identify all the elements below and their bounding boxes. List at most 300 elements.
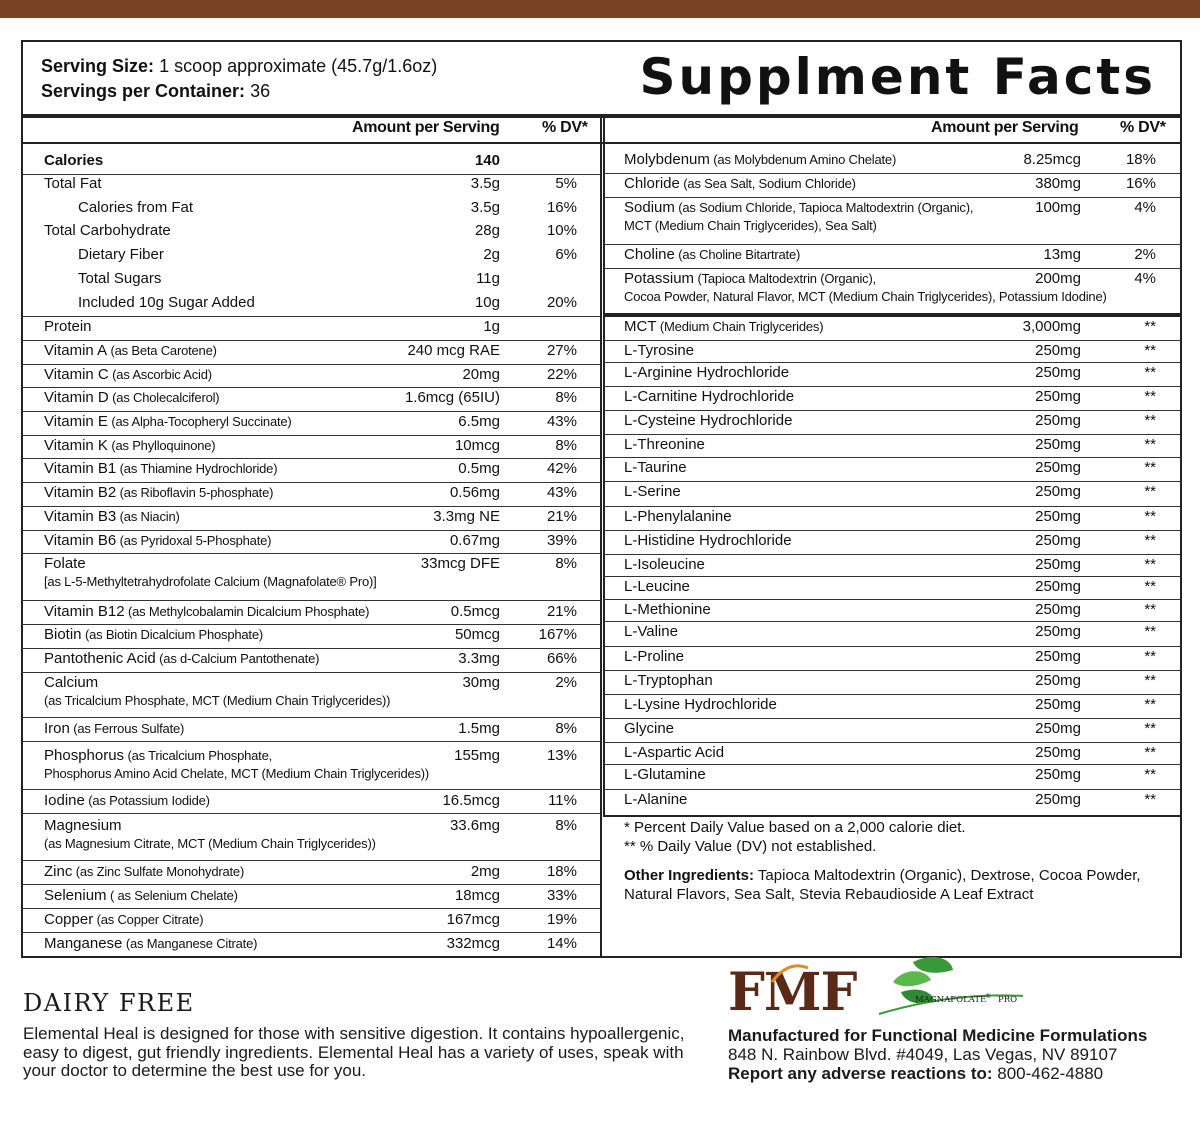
nutrient-dv: ** [1144,766,1156,783]
nutrient-dv: 66% [546,650,577,667]
nutrient-source: (as Manganese Citrate) [122,936,258,951]
nutrient-source: ( as Selenium Chelate) [106,888,238,903]
left-nutrient-row [44,270,577,292]
nutrient-source: (as Sea Salt, Sodium Chloride) [679,176,856,191]
nutrient-amount: 33.6mg [449,817,500,834]
nutrient-amount: 0.5mcg [450,603,500,620]
nutrient-name [624,720,674,737]
nutrient-dv: 16% [546,199,577,216]
nutrient-label: Choline [624,246,675,263]
footnote-dv: * Percent Daily Value based on a 2,000 calorie diet. [624,819,966,836]
nutrient-label: L-Isoleucine [624,556,705,573]
nutrient-name [44,508,180,525]
row-divider [22,672,600,673]
row-divider [22,624,600,625]
nutrient-dv: 8% [555,817,577,834]
nutrient-dv: 11% [548,792,577,809]
row-divider [604,340,1181,341]
manufacturer-block [728,1026,1147,1083]
nutrient-dv: ** [1144,364,1156,381]
nutrient-name [78,270,161,287]
nutrient-dv: ** [1144,342,1156,359]
left-nutrient-row [44,437,577,459]
nutrient-source: (as Ascorbic Acid) [108,367,212,382]
nutrient-name [624,696,777,713]
right-nutrient-row [624,601,1156,623]
nutrient-amount: 50mcg [454,626,500,643]
row-divider [604,764,1181,765]
right-nutrient-row [624,508,1156,530]
nutrient-name [624,601,711,618]
nutrient-label: Total Fat [44,175,102,192]
nutrient-amount: 10g [474,294,500,311]
nutrient-dv: 8% [555,555,577,572]
left-nutrient-row [44,222,577,244]
manufacturer-line [728,1026,1147,1045]
nutrient-label: L-Histidine Hydrochloride [624,532,792,549]
nutrient-label: Vitamin E [44,413,108,430]
nutrient-amount: 3.5g [470,175,500,192]
nutrient-source: (as Potassium Iodide) [84,793,210,808]
row-divider [22,364,600,365]
nutrient-label: L-Tryptophan [624,672,713,689]
nutrient-name [44,175,102,192]
nutrient-dv: 167% [538,626,577,643]
nutrient-amount: 0.56mg [449,484,500,501]
other-ingredients-label: Other Ingredients: [624,867,755,884]
nutrient-label: Selenium [44,887,107,904]
left-nutrient-row [44,792,577,814]
row-divider [22,174,600,175]
magnafolate-logo [873,952,1033,1022]
nutrient-name [44,532,271,549]
nutrient-label: Vitamin C [44,366,109,383]
nutrient-dv: 5% [555,175,577,192]
right-nutrient-row [624,459,1156,481]
nutrient-source: (as Niacin) [116,509,180,524]
nutrient-name [44,437,215,454]
row-divider [22,813,600,814]
nutrient-label: Dietary Fiber [78,246,164,263]
nutrient-name [44,366,212,383]
nutrient-dv: 33% [546,887,577,904]
nutrient-dv: ** [1144,459,1156,476]
row-divider [22,600,600,601]
fmf-logo-text: FMF [728,962,857,1023]
nutrient-name [44,650,319,667]
right-nutrient-row [624,623,1156,645]
row-divider [22,530,600,531]
nutrient-amount: 6.5mg [458,413,500,430]
nutrient-amount: 1g [483,318,500,335]
nutrient-label: Biotin [44,626,82,643]
nutrient-dv: 21% [546,603,577,620]
nutrient-label: L-Cysteine Hydrochloride [624,412,793,429]
nutrient-name [44,887,238,904]
nutrient-amount: 250mg [1035,720,1081,737]
left-nutrient-row [44,484,577,506]
nutrient-label: L-Valine [624,623,678,640]
row-divider [604,386,1181,387]
nutrient-label: Magnesium [44,817,122,834]
nutrient-label: L-Leucine [624,578,690,595]
nutrient-label: Total Sugars [78,270,162,287]
nutrient-name [624,508,732,525]
nutrient-name [624,151,896,168]
nutrient-label: Zinc [44,863,73,880]
right-nutrient-row [624,246,1156,268]
nutrient-dv: ** [1144,672,1156,689]
nutrient-amount: 30mg [462,674,500,691]
nutrient-dv: 10% [546,222,577,239]
row-divider [604,173,1181,174]
nutrient-amount: 250mg [1035,364,1081,381]
right-nutrient-row [624,151,1156,173]
row-divider [604,742,1181,743]
left-nutrient-row [44,199,577,221]
nutrient-name [624,246,800,263]
nutrient-name [624,388,794,405]
fmf-swoosh-icon [770,962,810,986]
nutrient-dv: 2% [1134,246,1156,263]
nutrient-name [78,246,164,263]
row-divider [22,860,600,861]
row-divider [604,362,1181,363]
nutrient-dv: 8% [555,437,577,454]
servings-label: Servings per Container: [41,81,246,101]
row-divider [604,457,1181,458]
left-nutrient-row [44,887,577,909]
magnafolate-pro: PRO [998,995,1018,1005]
nutrient-label: L-Carnitine Hydrochloride [624,388,795,405]
nutrient-source: (as Riboflavin 5-phosphate) [116,485,274,500]
row-divider [22,553,600,554]
nutrient-dv: ** [1144,601,1156,618]
footnotes [624,818,966,856]
nutrient-amount: 1.5mg [458,720,500,737]
nutrient-label: L-Aspartic Acid [624,744,725,761]
nutrient-amount: 380mg [1035,175,1081,192]
row-divider [604,718,1181,719]
adverse-reaction-phone: 800-462-4880 [997,1064,1104,1083]
nutrient-label: L-Threonine [624,436,705,453]
manufacturer-name: Manufactured for Functional Medicine Formulations [728,1026,1148,1045]
serving-info [41,54,437,104]
nutrient-name [44,626,263,643]
right-nutrient-row [624,744,1156,766]
nutrient-amount: 13mg [1043,246,1081,263]
nutrient-dv: 27% [546,342,577,359]
right-nutrient-row [624,532,1156,554]
nutrient-source: (as Cholecalciferol) [108,390,220,405]
right-amount-header: Amount per Serving [931,119,1079,136]
nutrient-source: (as Zinc Sulfate Monohydrate) [72,864,245,879]
nutrient-label: MCT [624,318,657,335]
left-nutrient-row [44,720,577,742]
nutrient-source: (Medium Chain Triglycerides) [656,319,824,334]
left-nutrient-row [44,366,577,388]
right-nutrient-row [624,412,1156,434]
nutrient-label: Chloride [624,175,680,192]
nutrient-source: (as Molybdenum Amino Chelate) [709,152,897,167]
nutrient-name [624,175,856,192]
nutrient-source: (as Phylloquinone) [107,438,216,453]
left-nutrient-row [44,460,577,482]
nutrient-amount: 20mg [462,366,500,383]
nutrient-dv: 18% [1125,151,1156,168]
nutrient-amount: 250mg [1035,532,1081,549]
row-divider [604,268,1181,269]
nutrient-amount: 18mcg [454,887,500,904]
nutrient-label: L-Tyrosine [624,342,695,359]
nutrient-name [44,318,92,335]
nutrient-name [44,792,210,809]
nutrient-label: Vitamin B1 [44,460,117,477]
nutrient-dv: 43% [546,484,577,501]
nutrient-name [624,199,973,216]
row-divider [22,884,600,885]
nutrient-amount: 16.5mcg [442,792,500,809]
nutrient-label: Vitamin B3 [44,508,117,525]
nutrient-label: L-Proline [624,648,685,665]
row-divider [22,506,600,507]
nutrient-dv: ** [1144,412,1156,429]
row-divider [22,648,600,649]
nutrient-amount: 11g [476,270,500,287]
nutrient-label: L-Alanine [624,791,688,808]
nutrient-label: Vitamin A [44,342,108,359]
nutrient-name [624,672,713,689]
nutrient-source-continued: Phosphorus Amino Acid Chelate, MCT (Medium Chain Triglycerides)) [44,766,430,781]
nutrient-dv: 20% [546,294,577,311]
nutrient-label: Protein [44,318,92,335]
nutrient-amount: 100mg [1035,199,1081,216]
row-divider [604,789,1181,790]
left-nutrient-row [44,555,577,589]
nutrient-amount: 250mg [1035,744,1081,761]
nutrient-source: (as Pyridoxal 5-Phosphate) [116,533,272,548]
nutrient-name [624,412,792,429]
nutrient-amount: 3.3mg [458,650,500,667]
nutrient-amount: 3.3mg NE [433,508,500,525]
nutrient-dv: 18% [546,863,577,880]
left-nutrient-row [44,152,577,174]
nutrient-amount: 33mcg DFE [420,555,500,572]
nutrient-dv: ** [1144,578,1156,595]
right-nutrient-row [624,578,1156,600]
row-divider [22,482,600,483]
nutrient-name [44,747,272,764]
nutrient-source-continued: MCT (Medium Chain Triglycerides), Sea Salt) [624,218,877,233]
nutrient-amount: 140 [474,152,500,169]
nutrient-name [44,222,171,239]
nutrient-dv: 14% [546,935,577,952]
right-table-bottom-rule [603,815,1182,817]
right-nutrient-row [624,199,1156,233]
nutrient-name [44,389,219,406]
left-nutrient-row [44,342,577,364]
row-divider [22,932,600,933]
nutrient-label: Vitamin B6 [44,532,117,549]
nutrient-label: Vitamin B2 [44,484,117,501]
nutrient-dv: ** [1144,483,1156,500]
nutrient-dv: 42% [546,460,577,477]
nutrient-name [624,556,705,573]
nutrient-source-continued: (as Magnesium Citrate, MCT (Medium Chain Triglycerides)) [44,836,376,851]
other-ingredients-text: Tapioca Maltodextrin (Organic), Dextrose, Cocoa Powder, Natural Flavors, Sea Salt, Stevia Rebaudioside A Leaf Extract [624,867,1141,903]
nutrient-name [44,342,217,359]
right-nutrient-row [624,270,1156,304]
nutrient-amount: 250mg [1035,459,1081,476]
leaf-icon [913,957,953,973]
nutrient-dv: 6% [555,246,577,263]
nutrient-amount: 167mcg [446,911,500,928]
servings-per-container-line [41,79,437,104]
row-divider [22,411,600,412]
row-divider [22,458,600,459]
nutrient-amount: 250mg [1035,791,1081,808]
left-nutrient-row [44,674,577,708]
adverse-reaction-line [728,1064,1147,1083]
nutrient-amount: 250mg [1035,601,1081,618]
nutrient-name [624,364,789,381]
other-ingredients [624,866,1164,904]
nutrient-dv: ** [1144,791,1156,808]
left-amount-header: Amount per Serving [352,119,500,136]
nutrient-amount: 250mg [1035,696,1081,713]
nutrient-amount: 250mg [1035,578,1081,595]
right-nutrient-row [624,388,1156,410]
nutrient-label: Vitamin B12 [44,603,125,620]
left-nutrient-row [44,650,577,672]
nutrient-label: L-Arginine Hydrochloride [624,364,790,381]
nutrient-source: (as Thiamine Hydrochloride) [116,461,278,476]
row-divider [604,646,1181,647]
left-nutrient-row [44,413,577,435]
nutrient-name [44,460,277,477]
row-divider [604,530,1181,531]
panel-title: Supplment Facts [639,48,1156,106]
nutrient-dv: ** [1144,744,1156,761]
dairy-free-description: Elemental Heal is designed for those with sensitive digestion. It contains hypoallergenic, easy to digest, gut friendly ingredients. Elemental Heal has a variety of uses, speak with your doctor to determine the best use for you. [23,1024,685,1080]
nutrient-label: L-Methionine [624,601,711,618]
left-nutrient-row [44,294,577,316]
nutrient-name [624,436,705,453]
nutrient-dv: 8% [555,720,577,737]
row-divider [22,717,600,718]
leaf-icon-2 [893,971,931,986]
left-nutrient-row [44,817,577,851]
nutrient-source: (as d-Calcium Pantothenate) [155,651,320,666]
nutrient-source: (as Beta Carotene) [107,343,217,358]
nutrient-label: L-Lysine Hydrochloride [624,696,777,713]
nutrient-name [624,270,876,287]
right-table-mineral-divider [603,313,1182,317]
left-nutrient-row [44,863,577,885]
nutrient-label: Pantothenic Acid [44,650,156,667]
right-nutrient-row [624,696,1156,718]
left-nutrient-row [44,246,577,268]
row-divider [22,789,600,790]
nutrient-source: (as Biotin Dicalcium Phosphate) [81,627,263,642]
nutrient-amount: 2g [483,246,500,263]
row-divider [22,316,600,317]
nutrient-name [44,555,86,572]
nutrient-amount: 250mg [1035,483,1081,500]
nutrient-source: (as Methylcobalamin Dicalcium Phosphate) [124,604,370,619]
nutrient-name [78,294,255,311]
nutrient-label: Vitamin K [44,437,108,454]
left-nutrient-row [44,911,577,933]
nutrient-label: Calories [44,152,104,169]
nutrient-dv: 16% [1125,175,1156,192]
nutrient-amount: 250mg [1035,648,1081,665]
nutrient-amount: 8.25mcg [1023,151,1081,168]
nutrient-label: L-Serine [624,483,681,500]
right-dv-header: % DV* [1120,119,1166,136]
nutrient-label: Molybdenum [624,151,710,168]
nutrient-dv: ** [1144,388,1156,405]
nutrient-source: (as Copper Citrate) [93,912,204,927]
right-nutrient-row [624,483,1156,505]
nutrient-amount: 250mg [1035,766,1081,783]
nutrient-name [624,648,684,665]
nutrient-name [624,744,724,761]
nutrient-label: Vitamin D [44,389,109,406]
nutrient-name [624,532,792,549]
left-nutrient-row [44,508,577,530]
nutrient-label: Phosphorus [44,747,125,764]
nutrient-source: (as Ferrous Sulfate) [69,721,185,736]
nutrient-name [44,720,184,737]
left-nutrient-row [44,935,577,957]
nutrient-source: (as Tricalcium Phosphate, [124,748,273,763]
nutrient-label: Copper [44,911,94,928]
nutrient-dv: ** [1144,436,1156,453]
nutrient-name [44,817,122,834]
nutrient-name [624,623,678,640]
right-nutrient-row [624,436,1156,458]
nutrient-name [44,863,244,880]
nutrient-name [44,674,98,691]
nutrient-label: Sodium [624,199,675,216]
left-nutrient-row [44,389,577,411]
nutrient-dv: ** [1144,720,1156,737]
nutrient-amount: 240 mcg RAE [407,342,500,359]
nutrient-dv: ** [1144,532,1156,549]
manufacturer-address: 848 N. Rainbow Blvd. #4049, Las Vegas, NV 89107 [728,1045,1118,1064]
column-divider-right-panel [603,114,605,816]
nutrient-label: Potassium [624,270,695,287]
nutrient-label: Calories from Fat [78,199,194,216]
right-nutrient-row [624,766,1156,788]
nutrient-amount: 200mg [1035,270,1081,287]
nutrient-dv: 4% [1134,199,1156,216]
row-divider [604,410,1181,411]
nutrient-dv: ** [1144,648,1156,665]
nutrient-name [624,459,687,476]
nutrient-name [44,603,369,620]
right-nutrient-row [624,318,1156,340]
nutrient-dv: ** [1144,318,1156,335]
nutrient-amount: 250mg [1035,508,1081,525]
right-nutrient-row [624,342,1156,364]
footnote-not-established: ** % Daily Value (DV) not established. [624,838,877,855]
nutrient-amount: 1.6mcg (65IU) [404,389,500,406]
nutrient-dv: ** [1144,556,1156,573]
nutrient-source: (as Choline Bitartrate) [674,247,801,262]
nutrient-amount: 28g [474,222,500,239]
